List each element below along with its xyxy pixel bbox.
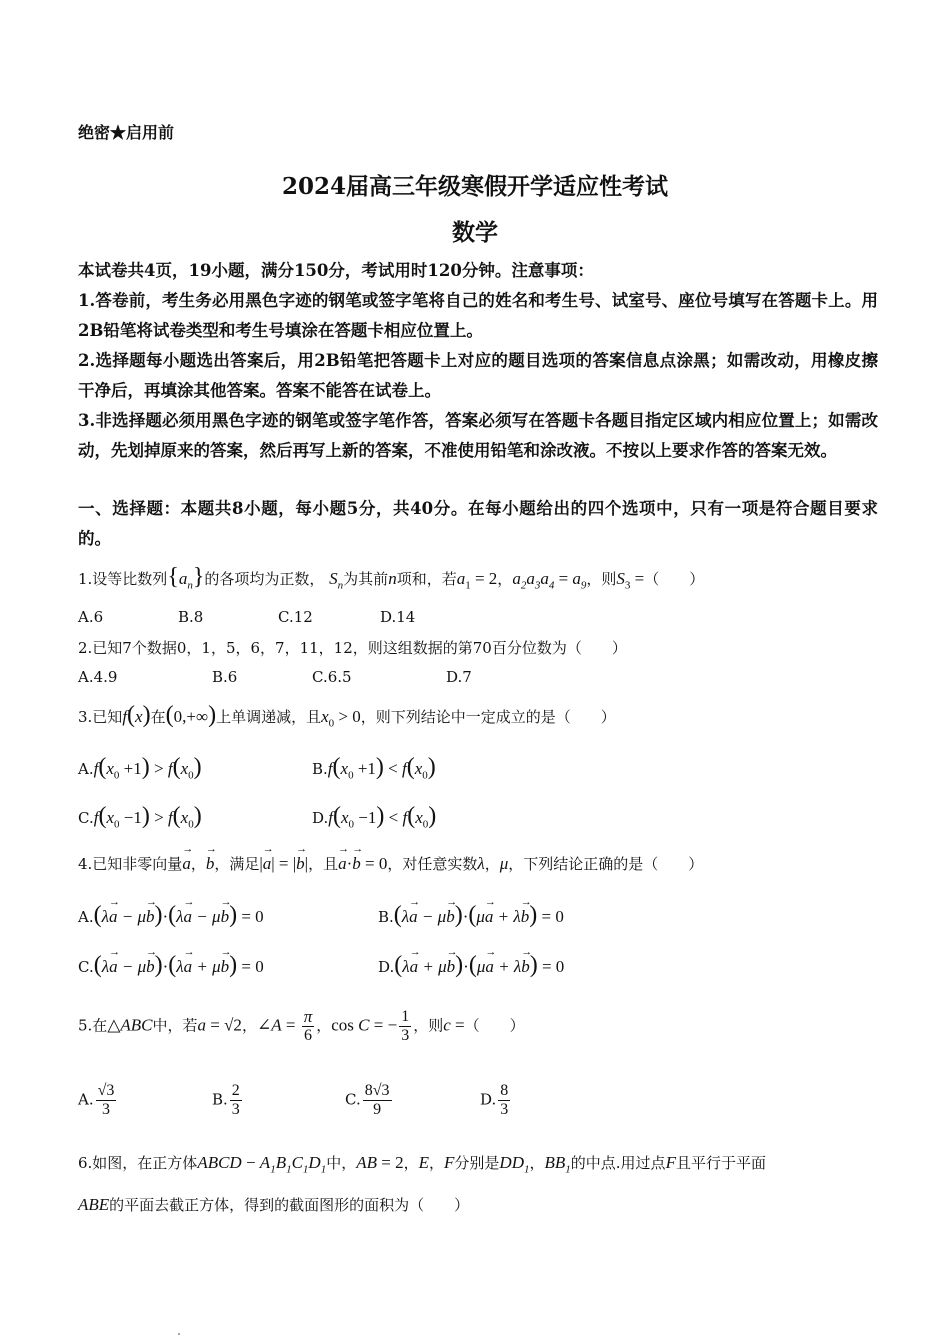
- subject-title: 数学: [452, 219, 498, 246]
- question-6-line-1: 6.如图，在正方体ABCD − $A_1B_1C_1D_1$中，AB = 2，E，F分别是$DD_1$，$BB_1$的中点.用过点F且平行于平面: [78, 1153, 766, 1176]
- question-2: 2.已知7个数据0，1，5，6，7，11，12，则这组数据的第70百分位数为（ ）: [78, 639, 627, 657]
- exam-title: 2024届高三年级寒假开学适应性考试: [281, 173, 668, 200]
- q1-option-c: C.12: [278, 608, 313, 626]
- page-mark: [178, 1333, 180, 1335]
- q4-option-a: A.(λ→ a − μ→ b)·(λ→ a − μ→ b) = 0: [78, 902, 264, 929]
- question-4: 4.已知非零向量→ a，→ b，满足|→ a| = |→ b|，且→ a·→ b = 0，对任意实数λ，μ，下列结论正确的是（ ）: [78, 853, 703, 874]
- q1-option-a: A.6: [78, 608, 104, 626]
- secret-label: 绝密★启用前: [78, 123, 175, 142]
- q4-option-c: C.(λ→ a − μ→ b)·(λ→ a + μ→ b) = 0: [78, 952, 264, 979]
- notice-item-2: 2.选择题每小题选出答案后，用2B铅笔把答题卡上对应的题目选项的答案信息点涂黑；如需改动，用橡皮擦干净后，再填涂其他答案。答案不能答在试卷上。: [78, 351, 878, 400]
- q5-option-c: C. $\frac{8√3}{9}$: [345, 1082, 390, 1118]
- q4-option-d: D.(λ→ a + μ→ b)·(μ→ a + λ→ b) = 0: [378, 952, 564, 979]
- notice-item-3: 3.非选择题必须用黑色字迹的钢笔或签字笔作答，答案必须写在答题卡各题目指定区域内相应位置上；如需改动，先划掉原来的答案，然后再写上新的答案，不准使用铅笔和涂改液。不按以上要求作答的答案无效。: [78, 411, 878, 460]
- q1-option-b: B.8: [178, 608, 204, 626]
- q2-option-c: C.6.5: [312, 668, 352, 686]
- question-3: 3.已知f(x)在(0,+∞)上单调递减，且$x_0 > 0$，则下列结论中一定成立的是（ ）: [78, 702, 616, 730]
- q2-option-b: B.6: [212, 668, 238, 686]
- notice-intro: 本试卷共4页，19小题，满分150分，考试用时120分钟。注意事项：: [78, 261, 594, 280]
- question-6-line-2: ABE的平面去截正方体，得到的截面图形的面积为（ ）: [78, 1195, 470, 1214]
- question-5: 5.在△ABC中，若a = √2，∠A = $\frac{\pi}{6}$ ，cos C = − $\frac{1}{3}$ ，则c =（ ）: [78, 1007, 525, 1044]
- q3-option-c: $C.f(x_0 -1) > f(x_0)$: [78, 803, 202, 831]
- q5-option-d: D. $\frac{8}{3}$: [480, 1082, 509, 1118]
- q4-option-b: B.(λ→ a − μ→ b)·(μ→ a + λ→ b) = 0: [378, 902, 564, 929]
- section-heading: 一、选择题：本题共8小题，每小题5分，共40分。在每小题给出的四个选项中，只有一项是符合题目要求的。: [78, 499, 878, 548]
- q1-option-d: D.14: [380, 608, 416, 626]
- question-1: 1.设等比数列$\{a_n\}$的各项均为正数， $S_n$为其前n项和，若$a_1 = 2$，$a_2a_3a_4 = a_9$，则$S_3$ =（ ）: [78, 564, 705, 592]
- notice-item-1: 1.答卷前，考生务必用黑色字迹的钢笔或签字笔将自己的姓名和考生号、试室号、座位号填写在答题卡上。用2B铅笔将试卷类型和考生号填涂在答题卡相应位置上。: [78, 291, 878, 340]
- q3-option-a: $A.f(x_0 +1) > f(x_0)$: [78, 754, 202, 782]
- q3-option-d: $D.f(x_0 -1) < f(x_0)$: [312, 803, 437, 831]
- q5-option-b: B. $\frac{2}{3}$: [212, 1082, 240, 1118]
- q2-option-a: A.4.9: [78, 668, 118, 686]
- q2-option-d: D.7: [446, 668, 472, 686]
- q3-option-b: $B.f(x_0 +1) < f(x_0)$: [312, 754, 436, 782]
- q5-option-a: A. $\frac{√3}{3}$: [78, 1082, 115, 1118]
